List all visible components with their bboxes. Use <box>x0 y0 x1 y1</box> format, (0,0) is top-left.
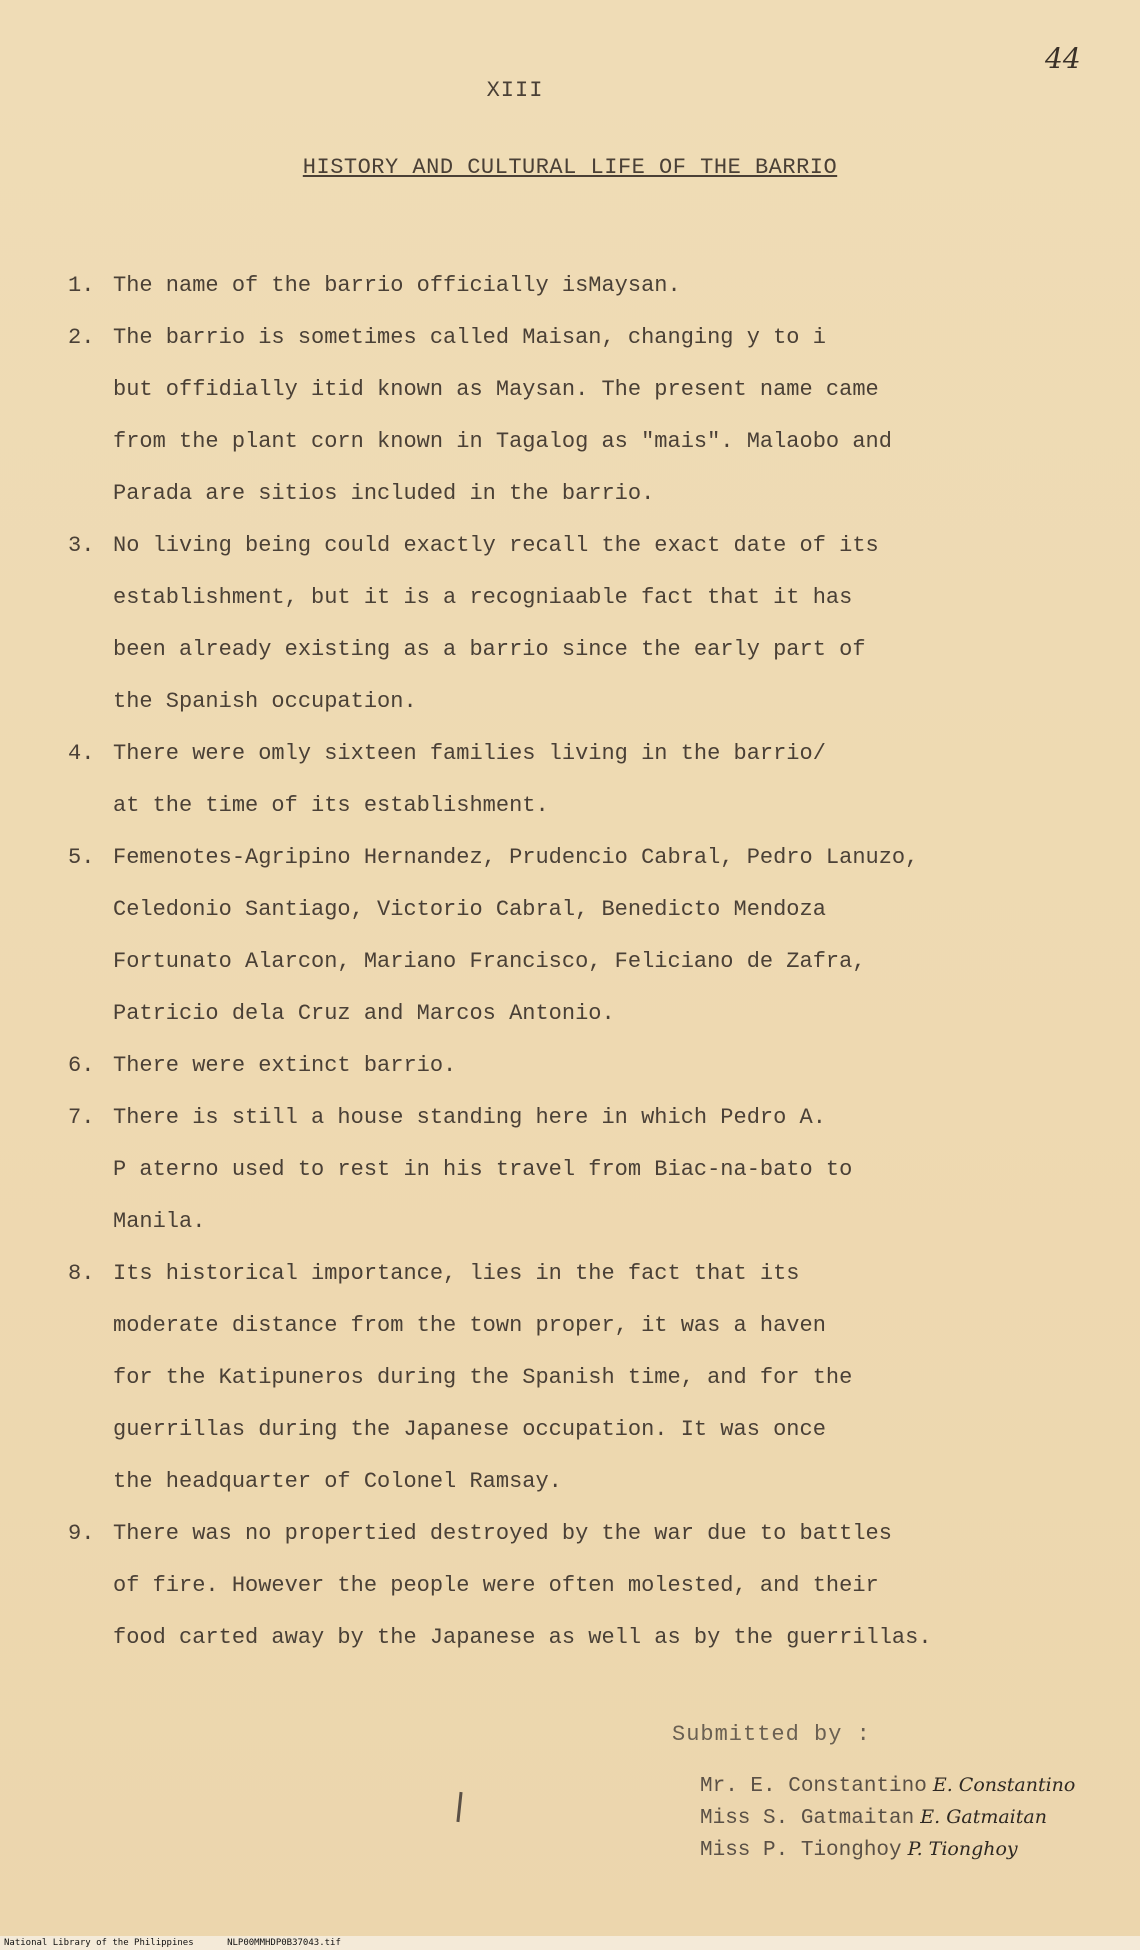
signer-name: Mr. E. Constantino <box>700 1775 927 1798</box>
signature: P. Tionghoy <box>907 1838 1018 1860</box>
signer-name: Miss S. Gatmaitan <box>700 1807 915 1830</box>
item-number: 7. <box>68 1105 95 1130</box>
item-number: 9. <box>68 1521 95 1546</box>
signature: E. Gatmaitan <box>920 1806 1047 1828</box>
list-item <box>68 1040 1068 1092</box>
signer-row <box>700 1834 1130 1866</box>
item-text: The name of the barrio officially isMaysan. <box>113 273 681 298</box>
scan-footer <box>0 1936 1140 1950</box>
list-item <box>68 1092 1068 1248</box>
item-text: There was no propertied destroyed by the war due to battles of fire. However the people were often molested, and their food carted away by the Japanese as well as by the guerrillas. <box>113 1521 932 1650</box>
list-item <box>68 260 1068 312</box>
list-item <box>68 312 1068 520</box>
signer-list <box>700 1770 1130 1866</box>
footer-source: National Library of the Philippines <box>4 1938 194 1948</box>
pen-mark <box>456 1792 462 1822</box>
item-text: No living being could exactly recall the exact date of its establishment, but it is a recogniaable fact that it has been already existing as a barrio since the early part of the Spanish occupation. <box>113 533 879 714</box>
item-list <box>68 260 1068 1664</box>
item-number: 1. <box>68 273 95 298</box>
section-number: XIII <box>486 78 544 103</box>
signer-row <box>700 1802 1130 1834</box>
item-number: 6. <box>68 1053 95 1078</box>
submitted-by-label: Submitted by : <box>672 1722 871 1747</box>
item-number: 4. <box>68 741 95 766</box>
item-text: There were omly sixteen families living in the barrio/ at the time of its establishment. <box>113 741 826 818</box>
list-item <box>68 1508 1068 1664</box>
item-number: 8. <box>68 1261 95 1286</box>
list-item <box>68 1248 1068 1508</box>
item-number: 5. <box>68 845 95 870</box>
item-text: The barrio is sometimes called Maisan, changing y to i but offidially itid known as Maysan. The present name came from the plant corn known in Tagalog as "mais". Malaobo and Parada are sitios included in the barrio. <box>113 325 892 506</box>
list-item <box>68 728 1068 832</box>
item-text: Its historical importance, lies in the fact that its moderate distance from the town proper, it was a haven for the Katipuneros during the Spanish time, and for the guerrillas during the Japanese occupation. It was once the headquarter of Colonel Ramsay. <box>113 1261 853 1494</box>
signature: E. Constantino <box>932 1774 1076 1796</box>
item-number: 2. <box>68 325 95 350</box>
item-text: Femenotes-Agripino Hernandez, Prudencio Cabral, Pedro Lanuzo, Celedonio Santiago, Victorio Cabral, Benedicto Mendoza Fortunato Alarcon, Mariano Francisco, Feliciano de Zafra, Patricio dela Cruz and Marcos Antonio. <box>113 845 919 1026</box>
footer-file: NLP00MMHDP0B37043.tif <box>227 1938 341 1948</box>
item-text: There is still a house standing here in which Pedro A. P aterno used to rest in his travel from Biac-na-bato to Manila. <box>113 1105 853 1234</box>
list-item <box>68 832 1068 1040</box>
page-number: 44 <box>1045 42 1081 75</box>
list-item <box>68 520 1068 728</box>
item-text: There were extinct barrio. <box>113 1053 457 1078</box>
item-number: 3. <box>68 533 95 558</box>
document-title: HISTORY AND CULTURAL LIFE OF THE BARRIO <box>302 155 838 180</box>
signer-name: Miss P. Tionghoy <box>700 1839 902 1862</box>
signer-row <box>700 1770 1130 1802</box>
